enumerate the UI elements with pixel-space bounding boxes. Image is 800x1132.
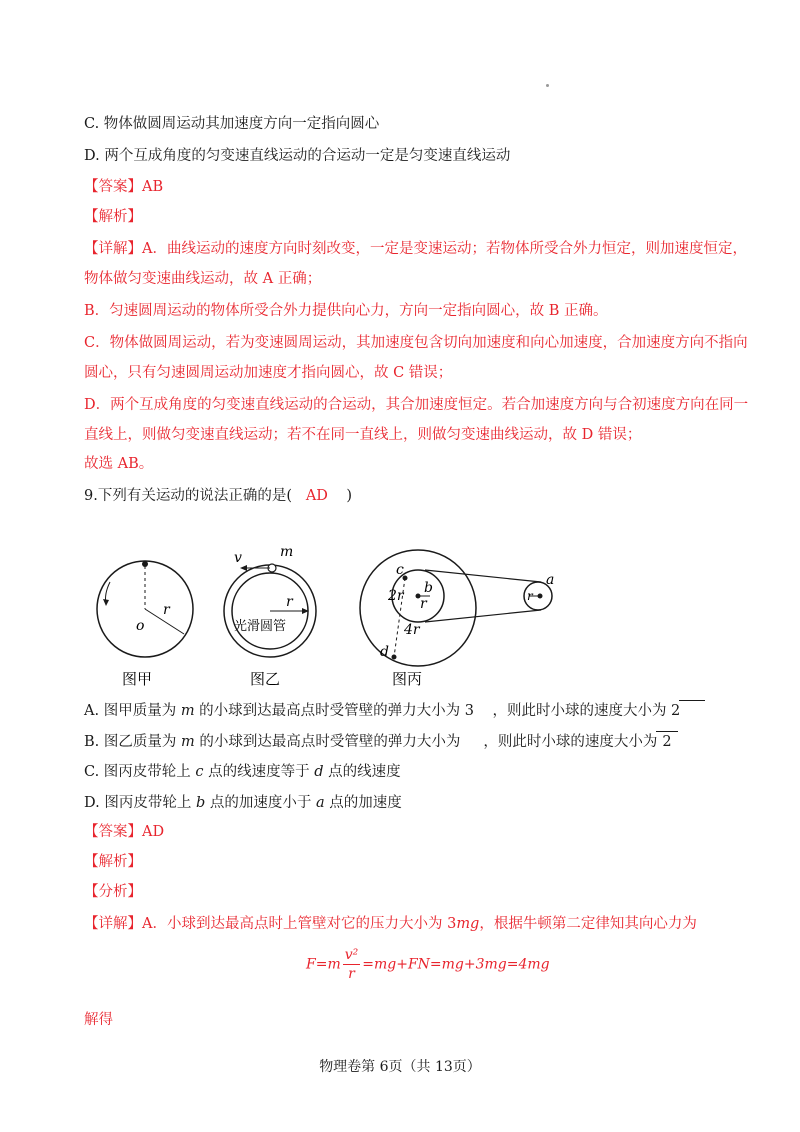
analysis-heading: 【解析】 [84, 209, 142, 225]
detail2-mg: mg [456, 916, 480, 932]
opt-b-mid: 的小球到达最高点时受管壁的弹力大小为 [194, 734, 461, 750]
sqrt-a [679, 700, 705, 721]
opt-d-mid: 点的加速度小于 [205, 795, 316, 811]
formula-lhs: F=m [306, 956, 341, 973]
opt-a-pre: A. 图甲质量为 [84, 703, 181, 719]
figure-jia [97, 561, 193, 688]
opt-c-mid: 点的线速度等于 [203, 764, 315, 780]
answer2-tag: 【答案】 [84, 824, 142, 840]
option-9d [84, 793, 402, 813]
option-9a [84, 700, 705, 721]
detail2-text: A．小球到达最高点时上管壁对它的压力大小为 3 [142, 916, 457, 932]
detail-a-text: A．曲线运动的速度方向时刻改变，一定是变速运动；若物体所受合外力恒定，则加速度恒定， [142, 241, 747, 257]
answer-value: AB [142, 179, 164, 195]
stray-dot [546, 84, 549, 87]
yi-label: 图乙 [250, 670, 281, 688]
q9-answer: AD [305, 488, 328, 504]
option-d: D. 两个互成角度的匀变速直线运动的合运动一定是匀变速直线运动 [84, 148, 511, 164]
opt-c-pre: C. 图丙皮带轮上 [84, 764, 196, 780]
formula-rhs: =mg+FN=mg+3mg=4mg [362, 956, 550, 973]
yi-r: r [286, 594, 293, 610]
answer2-value: AD [142, 824, 165, 840]
jia-r: r [163, 602, 170, 618]
opt-b-post: ，则此时小球的速度大小为 [483, 734, 658, 750]
bing-c: c [396, 562, 404, 578]
detail-a-line2: 物体做匀变速曲线运动，故 A 正确； [84, 271, 322, 287]
bing-2r: 2r [388, 588, 404, 604]
choose-line: 故选 AB。 [84, 456, 154, 472]
opt-c-d: d [314, 764, 324, 780]
opt-c-c: c [195, 764, 204, 780]
detail-tag: 【详解】 [84, 241, 142, 257]
solve-line: 解得 [84, 1012, 113, 1028]
opt-b-m: m [180, 734, 195, 750]
opt-a-mid: 的小球到达最高点时受管壁的弹力大小为 3 [194, 703, 475, 719]
formula-fraction [343, 946, 361, 983]
detail2-tag: 【详解】 [84, 916, 142, 932]
bing-a: a [546, 572, 555, 588]
detail2-a [84, 914, 697, 934]
answer-1 [84, 177, 163, 197]
detail-a-line1 [84, 239, 747, 259]
formula-num: v² [344, 947, 359, 963]
page-footer: 物理卷第 6页（共 13页） [319, 1059, 481, 1075]
figure-bing [360, 550, 554, 688]
yi-text: 光滑圆管 [234, 619, 287, 634]
opt-a-post: ，则此时小球的速度大小为 2 [492, 703, 681, 719]
q9-close: ) [346, 488, 353, 504]
q9-stem: 9.下列有关运动的说法正确的是( [84, 488, 292, 504]
newton-formula [306, 946, 550, 983]
opt-d-post: 点的加速度 [324, 795, 402, 811]
detail-c-line2: 圆心，只有匀速圆周运动加速度才指向圆心，故 C 错误； [84, 365, 453, 381]
bing-r-right: r [527, 589, 533, 603]
opt-d-a: a [315, 795, 325, 811]
opt-b-pre: B. 图乙质量为 [84, 734, 181, 750]
answer-tag: 【答案】 [84, 179, 142, 195]
bing-d: d [380, 644, 389, 660]
option-9b [84, 731, 678, 752]
fenxi-heading: 【分析】 [84, 884, 142, 900]
jia-label: 图甲 [122, 670, 153, 688]
bing-r-small: r [420, 596, 427, 612]
sqrt-b: 2 [656, 731, 677, 752]
opt-a-m: m [180, 703, 195, 719]
bing-4r: 4r [404, 622, 420, 638]
figure-group [84, 544, 555, 696]
bing-b: b [424, 580, 433, 596]
arrow-icon [103, 599, 109, 606]
formula-den: r [348, 966, 355, 982]
answer-2 [84, 822, 164, 842]
yi-m: m [280, 544, 294, 560]
detail-d-line1: D．两个互成角度的匀变速直线运动的合运动，其合加速度恒定。若合加速度方向与合初速度方向在同一 [84, 397, 749, 413]
detail2-rest: ，根据牛顿第二定律知其向心力为 [479, 916, 697, 932]
option-c: C. 物体做圆周运动其加速度方向一定指向圆心 [84, 116, 380, 132]
figures-svg [84, 544, 584, 696]
opt-d-b: b [195, 795, 206, 811]
option-9c [84, 762, 401, 782]
opt-d-pre: D. 图丙皮带轮上 [84, 795, 196, 811]
jia-o: o [136, 618, 145, 634]
detail-d-line2: 直线上，则做匀变速直线运动；若不在同一直线上，则做匀变速曲线运动，故 D 错误； [84, 427, 642, 443]
detail-c-line1: C．物体做圆周运动，若为变速圆周运动，其加速度包含切向加速度和向心加速度，合加速度方向不指向 [84, 335, 748, 351]
bing-label: 图丙 [392, 670, 423, 688]
figure-yi [224, 544, 316, 688]
analysis2-heading: 【解析】 [84, 854, 142, 870]
yi-v: v [234, 550, 242, 566]
opt-c-post: 点的线速度 [323, 764, 401, 780]
detail-b: B．匀速圆周运动的物体所受合外力提供向心力，方向一定指向圆心，故 B 正确。 [84, 303, 608, 319]
question-9 [84, 486, 352, 506]
